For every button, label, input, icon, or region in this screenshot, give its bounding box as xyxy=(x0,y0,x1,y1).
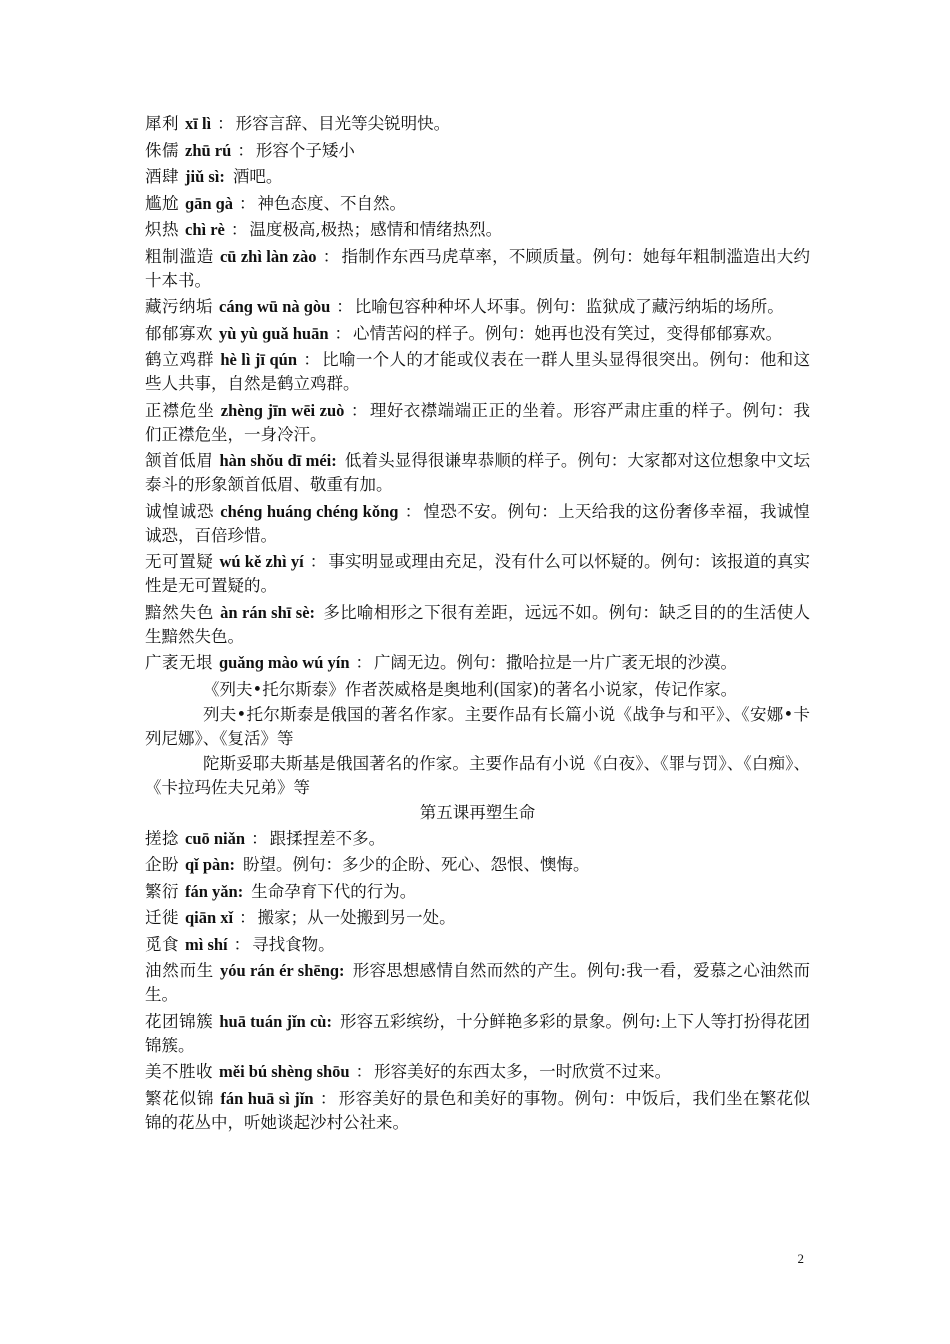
vocab-pinyin: měi bú shènɡ shōu xyxy=(219,1062,350,1081)
vocab-pinyin: fán yǎn: xyxy=(185,881,244,901)
vocab-word: 企盼 xyxy=(145,855,179,874)
vocab-entry xyxy=(145,165,810,189)
vocab-definition: 理好衣襟端端正正的坐着。形容严肃庄重的样子。例句：我们正襟危坐，一身冷汗。 xyxy=(145,400,811,444)
vocab-word: 油然而生 xyxy=(145,961,214,980)
vocab-word: 觅食 xyxy=(145,934,179,954)
vocab-pinyin: fán huā sì jǐn xyxy=(220,1088,314,1108)
lesson-title: 第五课再塑生命 xyxy=(419,802,536,822)
vocab-pinyin: huā tuán jǐn cù: xyxy=(219,1011,332,1031)
note-paragraph: 《列夫•托尔斯泰》作者茨威格是奥地利(国家)的著名小说家，传记作家。 xyxy=(203,679,738,699)
vocab-pinyin: chì rè xyxy=(185,220,225,239)
vocab-separator: ： xyxy=(239,908,256,927)
vocab-definition: 惶恐不安。例句：上天给我的这份奢侈幸福，我诚惶诚恐，百倍珍惜。 xyxy=(145,501,811,545)
vocab-separator: ： xyxy=(233,934,251,954)
vocab-word: 藏污纳垢 xyxy=(145,297,213,316)
vocab-definition: 形容个子矮小 xyxy=(255,140,355,160)
vocab-separator: ： xyxy=(251,828,268,848)
vocab-pinyin: ɡuǎnɡ mào wú yín xyxy=(219,653,350,672)
vocab-word: 颔首低眉 xyxy=(145,451,214,470)
vocab-entry xyxy=(145,295,810,319)
vocab-definition: 神色态度、不自然。 xyxy=(257,193,406,213)
vocab-separator: ： xyxy=(230,220,248,239)
vocab-definition: 广阔无边。例句：撒哈拉是一片广袤无垠的沙漠。 xyxy=(374,653,738,672)
vocab-word: 迁徙 xyxy=(145,908,179,927)
vocab-word: 粗制滥造 xyxy=(145,246,214,266)
vocab-definition: 多比喻相形之下很有差距，远远不如。例句：缺乏目的的生活使人生黯然失色。 xyxy=(145,602,811,646)
vocabulary-list-2 xyxy=(145,827,827,1135)
vocab-definition: 酒吧。 xyxy=(232,167,283,186)
vocab-entry xyxy=(145,933,810,957)
vocab-entry xyxy=(145,880,810,904)
vocab-pinyin: yù yù ɡuǎ huān xyxy=(219,323,329,343)
vocabulary-list-1 xyxy=(145,112,810,675)
vocab-definition: 形容美好的景色和美好的事物。例句：中饭后，我们坐在繁花似锦的花丛中，听她谈起沙村公社来。 xyxy=(145,1088,810,1132)
vocab-pinyin: cū zhì làn zào xyxy=(219,246,317,266)
vocab-word: 酒肆 xyxy=(145,167,179,186)
page-number: 2 xyxy=(797,1251,804,1266)
vocab-separator: ： xyxy=(404,501,422,521)
vocab-entry xyxy=(145,906,810,930)
vocab-word: 搓捻 xyxy=(145,828,179,848)
vocab-pinyin: wú kě zhì yí xyxy=(219,552,304,571)
vocab-pinyin: hè lì jī qún xyxy=(220,350,297,369)
vocab-entry xyxy=(145,853,810,877)
vocab-pinyin: yóu rán ér shēnɡ: xyxy=(219,961,345,980)
vocab-separator: ： xyxy=(355,1062,373,1081)
vocab-definition: 比喻包容种种坏人坏事。例句：监狱成了藏污纳垢的场所。 xyxy=(354,297,784,316)
vocab-separator: ： xyxy=(350,400,368,420)
vocab-word: 尴尬 xyxy=(145,193,179,213)
vocab-entry xyxy=(145,139,810,163)
vocab-pinyin: qiān xǐ xyxy=(185,908,234,927)
vocab-word: 犀利 xyxy=(145,114,179,133)
author-notes xyxy=(145,678,810,800)
vocab-pinyin: chénɡ huánɡ chénɡ kǒnɡ xyxy=(220,501,399,521)
vocab-word: 正襟危坐 xyxy=(145,400,215,420)
vocab-definition: 盼望。例句：多少的企盼、死心、怨恨、懊悔。 xyxy=(242,855,590,874)
vocab-definition: 心情苦闷的样子。例句：她再也没有笑过，变得郁郁寡欢。 xyxy=(353,323,783,343)
vocab-definition: 事实明显或理由充足，没有什么可以怀疑的。例句：该报道的真实性是无可置疑的。 xyxy=(145,552,811,595)
vocab-pinyin: cánɡ wū nà ɡòu xyxy=(219,297,331,316)
vocab-word: 郁郁寡欢 xyxy=(145,323,213,343)
vocab-definition: 搬家；从一处搬到另一处。 xyxy=(257,908,456,927)
vocab-word: 诚惶诚恐 xyxy=(145,501,215,521)
vocab-separator: ： xyxy=(303,350,321,369)
vocab-definition: 低着头显得很谦卑恭顺的样子。例句：大家都对这位想象中文坛泰斗的形象颔首低眉、敬重有加。 xyxy=(145,451,810,494)
vocab-pinyin: hàn shǒu dī méi: xyxy=(219,451,337,470)
vocab-entry xyxy=(145,550,810,598)
vocab-definition: 形容思想感情自然而然的产生。例句:我一看，爱慕之心油然而生。 xyxy=(145,961,811,1004)
vocab-entry xyxy=(145,601,810,649)
vocab-definition: 跟揉捏差不多。 xyxy=(269,828,386,848)
vocab-pinyin: xī lì xyxy=(185,114,212,133)
vocab-definition: 比喻一个人的才能或仪表在一群人里头显得很突出。例句：他和这些人共事，自然是鹤立鸡群。 xyxy=(145,350,811,393)
vocab-definition: 寻找食物。 xyxy=(252,934,335,954)
vocab-pinyin: ɡān ɡà xyxy=(185,193,233,213)
vocab-word: 美不胜收 xyxy=(145,1062,213,1081)
vocab-entry xyxy=(145,500,810,548)
vocab-separator: ： xyxy=(309,552,327,571)
vocab-entry xyxy=(145,218,810,242)
vocab-definition: 指制作东西马虎草率，不顾质量。例句：她每年粗制滥造出大约十本书。 xyxy=(145,246,811,290)
vocab-pinyin: zhū rú xyxy=(185,140,232,160)
vocab-definition: 形容美好的东西太多，一时欣赏不过来。 xyxy=(374,1062,672,1081)
vocab-pinyin: àn rán shī sè: xyxy=(220,602,316,622)
vocab-separator: ： xyxy=(322,246,340,266)
vocab-word: 繁衍 xyxy=(145,881,179,901)
note-paragraph: 列夫•托尔斯泰是俄国的著名作家。主要作品有长篇小说《战争与和平》、《安娜•卡列尼娜》、《复活》等 xyxy=(145,704,810,748)
vocab-separator: ： xyxy=(334,323,352,343)
vocab-entry xyxy=(145,399,810,447)
vocab-pinyin: jiǔ sì: xyxy=(185,167,225,186)
vocab-entry xyxy=(145,245,810,293)
note-paragraph: 陀斯妥耶夫斯基是俄国著名的作家。主要作品有小说《白夜》、《罪与罚》、《白痴》、《卡拉玛佐夫兄弟》等 xyxy=(145,753,810,797)
vocab-word: 侏儒 xyxy=(145,140,179,160)
vocab-word: 花团锦簇 xyxy=(145,1011,214,1031)
vocab-word: 广袤无垠 xyxy=(145,653,213,672)
vocab-word: 无可置疑 xyxy=(145,552,214,571)
vocab-word: 炽热 xyxy=(145,220,179,239)
vocab-entry xyxy=(145,348,810,396)
vocab-definition: 形容五彩缤纷，十分鲜艳多彩的景象。例句:上下人等打扮得花团 锦簇。 xyxy=(145,1011,827,1055)
vocab-word: 黯然失色 xyxy=(145,602,215,622)
vocab-definition: 温度极高,极热；感情和情绪热烈。 xyxy=(249,220,503,239)
vocab-pinyin: zhènɡ jīn wēi zuò xyxy=(220,400,345,420)
vocab-entry xyxy=(145,1010,827,1058)
vocab-entry xyxy=(145,1087,810,1135)
vocab-pinyin: mì shí xyxy=(185,934,228,954)
vocab-separator: ： xyxy=(336,297,353,316)
vocab-separator: ： xyxy=(355,653,373,672)
vocab-pinyin: qǐ pàn: xyxy=(185,855,235,874)
vocab-word: 繁花似锦 xyxy=(145,1088,215,1108)
vocab-definition: 形容言辞、目光等尖锐明快。 xyxy=(235,114,451,133)
vocab-entry xyxy=(145,192,810,216)
vocab-entry xyxy=(145,322,810,346)
vocab-separator: ： xyxy=(319,1088,337,1108)
vocab-separator: ： xyxy=(239,193,256,213)
vocab-definition: 生命孕育下代的行为。 xyxy=(251,881,417,901)
vocab-separator: ： xyxy=(217,114,234,133)
vocab-pinyin: cuō niǎn xyxy=(185,828,246,848)
vocab-entry xyxy=(145,651,810,675)
vocab-word: 鹤立鸡群 xyxy=(145,350,215,369)
vocab-separator: ： xyxy=(237,140,254,160)
vocab-entry xyxy=(145,827,810,851)
vocab-entry xyxy=(145,112,810,136)
vocab-entry xyxy=(145,959,810,1007)
vocab-entry xyxy=(145,449,810,497)
page-content xyxy=(145,112,827,1137)
vocab-entry xyxy=(145,1060,810,1084)
